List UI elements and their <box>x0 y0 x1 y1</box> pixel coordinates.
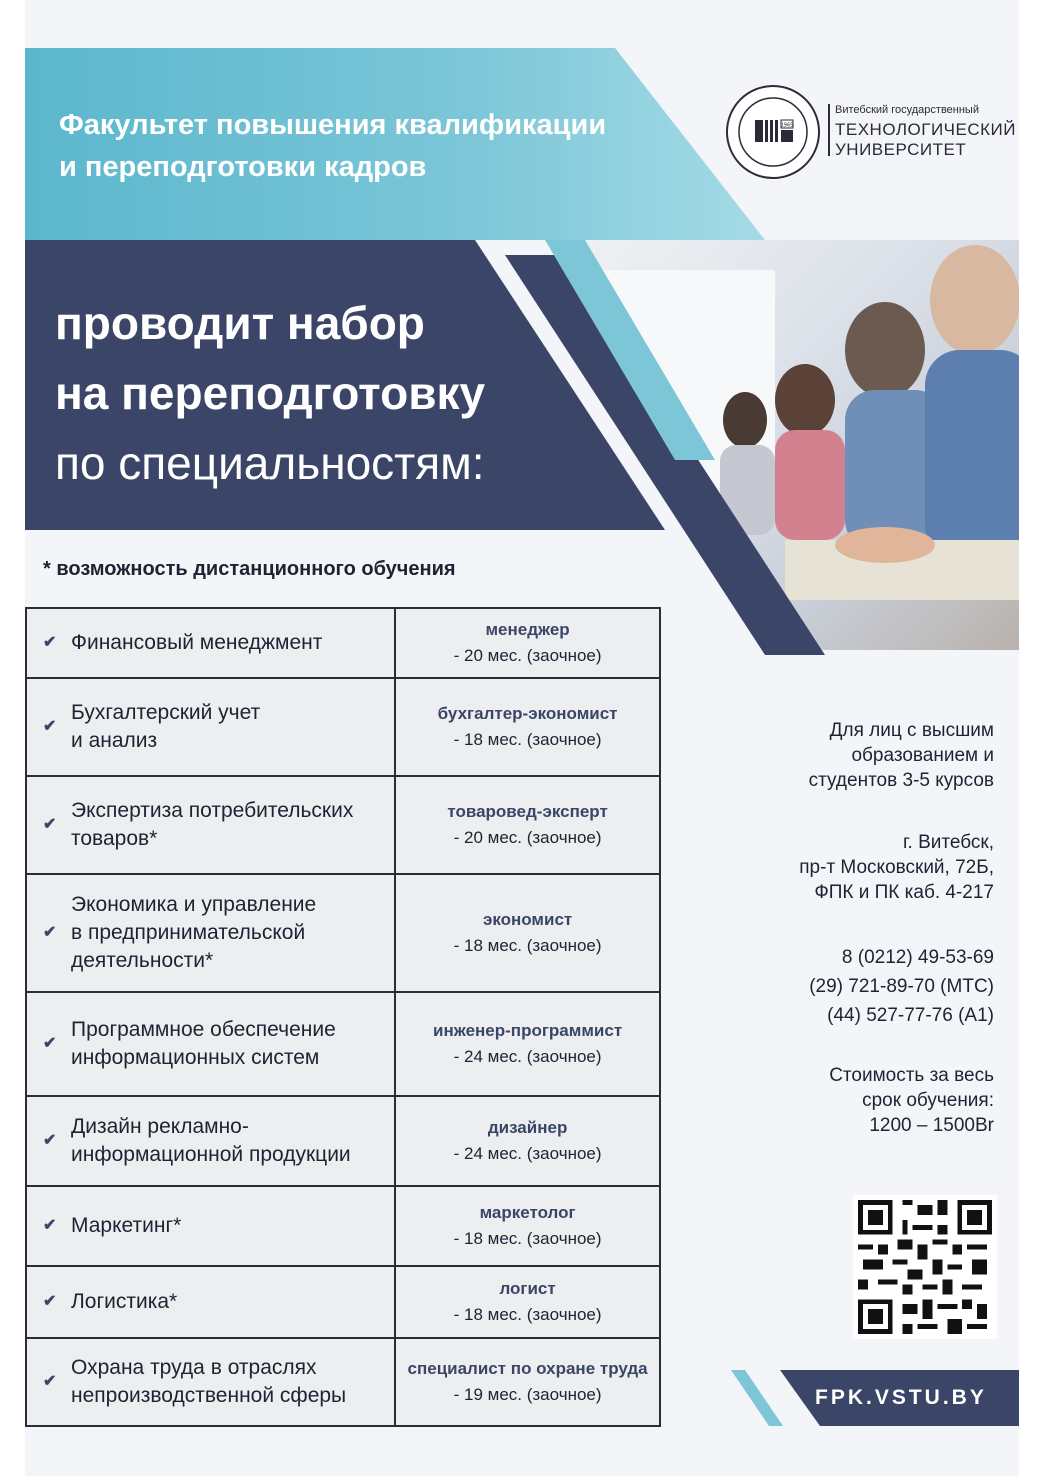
program-duration: - 19 мес. (заочное) <box>453 1385 602 1404</box>
program-specialty-name <box>71 797 353 853</box>
program-qualification: бухгалтер-экономист <box>437 704 618 723</box>
classroom-illustration <box>555 240 1019 650</box>
cost-line-2: срок обучения: <box>862 1090 994 1111</box>
checkmark-icon: ✔ <box>43 634 57 651</box>
program-duration: - 20 мес. (заочное) <box>453 828 602 847</box>
checkmark-icon: ✔ <box>43 1217 57 1234</box>
program-duration: - 18 мес. (заочное) <box>453 730 602 749</box>
qr-code-icon[interactable] <box>853 1195 997 1339</box>
audience-line-2: образованием и <box>851 745 994 766</box>
faculty-title <box>59 104 699 188</box>
phone-info <box>809 943 994 1030</box>
program-specialty-name <box>71 1113 351 1169</box>
headline-line-1: проводит набор <box>55 297 425 349</box>
address-line-1: г. Витебск, <box>902 832 994 853</box>
program-row <box>26 992 660 1096</box>
program-qualification-cell <box>395 1186 660 1266</box>
program-duration: - 24 мес. (заочное) <box>453 1144 602 1163</box>
classroom-photo <box>555 240 1019 650</box>
website-link[interactable]: FPK.VSTU.BY <box>815 1386 987 1409</box>
program-row <box>26 678 660 776</box>
program-specialty-cell <box>26 1266 395 1338</box>
program-duration: - 18 мес. (заочное) <box>453 936 602 955</box>
program-specialty-name <box>71 699 260 755</box>
program-specialty-line: Охрана труда в отраслях <box>71 1356 317 1379</box>
program-row <box>26 1266 660 1338</box>
program-specialty-line: Экономика и управление <box>71 893 317 916</box>
headline <box>55 288 485 498</box>
program-qualification-cell <box>395 776 660 874</box>
program-row <box>26 776 660 874</box>
program-qualification-cell <box>395 1338 660 1426</box>
program-row <box>26 608 660 678</box>
program-duration: - 20 мес. (заочное) <box>453 646 602 665</box>
program-specialty-cell <box>26 678 395 776</box>
checkmark-icon: ✔ <box>43 1373 57 1390</box>
checkmark-icon: ✔ <box>43 924 57 941</box>
checkmark-icon: ✔ <box>43 1293 57 1310</box>
program-specialty-name <box>71 891 316 975</box>
program-qualification: специалист по охране труда <box>407 1359 648 1378</box>
faculty-title-line-2: и переподготовки кадров <box>59 151 427 183</box>
program-specialty-line: Программное обеспечение <box>71 1018 336 1041</box>
program-specialty-line: товаров* <box>71 827 158 850</box>
program-duration: - 18 мес. (заочное) <box>453 1229 602 1248</box>
program-row <box>26 874 660 992</box>
program-specialty-line: и анализ <box>71 729 158 752</box>
program-specialty-line: информационной продукции <box>71 1143 351 1166</box>
cost-info <box>829 1063 994 1138</box>
audience-line-3: студентов 3-5 курсов <box>808 770 994 791</box>
program-specialty-name <box>71 1354 346 1410</box>
address-info <box>799 830 994 905</box>
address-line-2: пр-т Московский, 72Б, <box>799 857 994 878</box>
faculty-title-line-1: Факультет повышения квалификации <box>59 109 607 141</box>
program-specialty-line: деятельности* <box>71 949 214 972</box>
program-specialty-cell <box>26 874 395 992</box>
phone-line-2[interactable]: (29) 721-89-70 (МТС) <box>809 976 994 997</box>
programs-table <box>25 607 661 1427</box>
program-row <box>26 1338 660 1426</box>
program-specialty-name <box>71 1212 181 1240</box>
program-specialty-line: Логистика* <box>71 1290 178 1313</box>
logo-name-line-2: УНИВЕРСИТЕТ <box>835 140 967 159</box>
program-qualification-cell <box>395 1266 660 1338</box>
program-qualification: маркетолог <box>479 1203 576 1222</box>
program-duration: - 18 мес. (заочное) <box>453 1305 602 1324</box>
program-qualification-cell <box>395 874 660 992</box>
university-logo <box>725 84 1015 184</box>
program-specialty-line: Экспертиза потребительских <box>71 799 354 822</box>
program-specialty-line: в предпринимательской <box>71 921 306 944</box>
program-specialty-line: Бухгалтерский учет <box>71 701 261 724</box>
audience-line-1: Для лиц с высшим <box>829 720 994 741</box>
program-specialty-cell <box>26 1096 395 1186</box>
address-line-3: ФПК и ПК каб. 4-217 <box>814 882 994 903</box>
cost-line-3: 1200 – 1500Br <box>869 1115 994 1136</box>
program-qualification: менеджер <box>485 620 570 639</box>
checkmark-icon: ✔ <box>43 1035 57 1052</box>
program-qualification: дизайнер <box>487 1118 568 1137</box>
program-qualification: инженер-программист <box>433 1021 623 1040</box>
program-row <box>26 1096 660 1186</box>
phone-line-1[interactable]: 8 (0212) 49-53-69 <box>841 947 994 968</box>
program-qualification-cell <box>395 1096 660 1186</box>
phone-line-3[interactable]: (44) 527-77-76 (А1) <box>827 1005 994 1026</box>
university-seal-icon <box>725 84 821 180</box>
program-qualification-cell <box>395 608 660 678</box>
checkmark-icon: ✔ <box>43 816 57 833</box>
program-specialty-line: Дизайн рекламно- <box>71 1115 249 1138</box>
program-specialty-cell <box>26 608 395 678</box>
program-row <box>26 1186 660 1266</box>
program-specialty-name <box>71 1288 177 1316</box>
logo-name-line-1: ТЕХНОЛОГИЧЕСКИЙ <box>835 120 1016 139</box>
program-specialty-line: Финансовый менеджмент <box>71 631 323 654</box>
program-specialty-cell <box>26 776 395 874</box>
program-specialty-cell <box>26 1338 395 1426</box>
checkmark-icon: ✔ <box>43 718 57 735</box>
program-specialty-name <box>71 629 322 657</box>
program-qualification-cell <box>395 678 660 776</box>
program-specialty-cell <box>26 1186 395 1266</box>
poster <box>25 0 1019 1476</box>
program-qualification: экономист <box>482 910 573 929</box>
program-specialty-line: непроизводственной сферы <box>71 1384 347 1407</box>
logo-small-text: Витебский государственный <box>835 104 979 116</box>
headline-line-2: на переподготовку <box>55 367 486 419</box>
program-specialty-line: информационных систем <box>71 1046 320 1069</box>
headline-line-3: по специальностям: <box>55 437 485 489</box>
program-specialty-cell <box>26 992 395 1096</box>
cost-line-1: Стоимость за весь <box>829 1065 994 1086</box>
program-qualification: товаровед-эксперт <box>447 802 608 821</box>
program-qualification-cell <box>395 992 660 1096</box>
program-specialty-name <box>71 1016 336 1072</box>
program-duration: - 24 мес. (заочное) <box>453 1047 602 1066</box>
program-qualification: логист <box>499 1279 556 1298</box>
logo-divider <box>828 104 830 156</box>
svg-text:1965: 1965 <box>780 122 794 129</box>
checkmark-icon: ✔ <box>43 1132 57 1149</box>
program-specialty-line: Маркетинг* <box>71 1214 182 1237</box>
audience-info <box>809 718 994 793</box>
logo-name <box>835 120 1016 160</box>
distance-learning-note: * возможность дистанционного обучения <box>43 558 456 580</box>
